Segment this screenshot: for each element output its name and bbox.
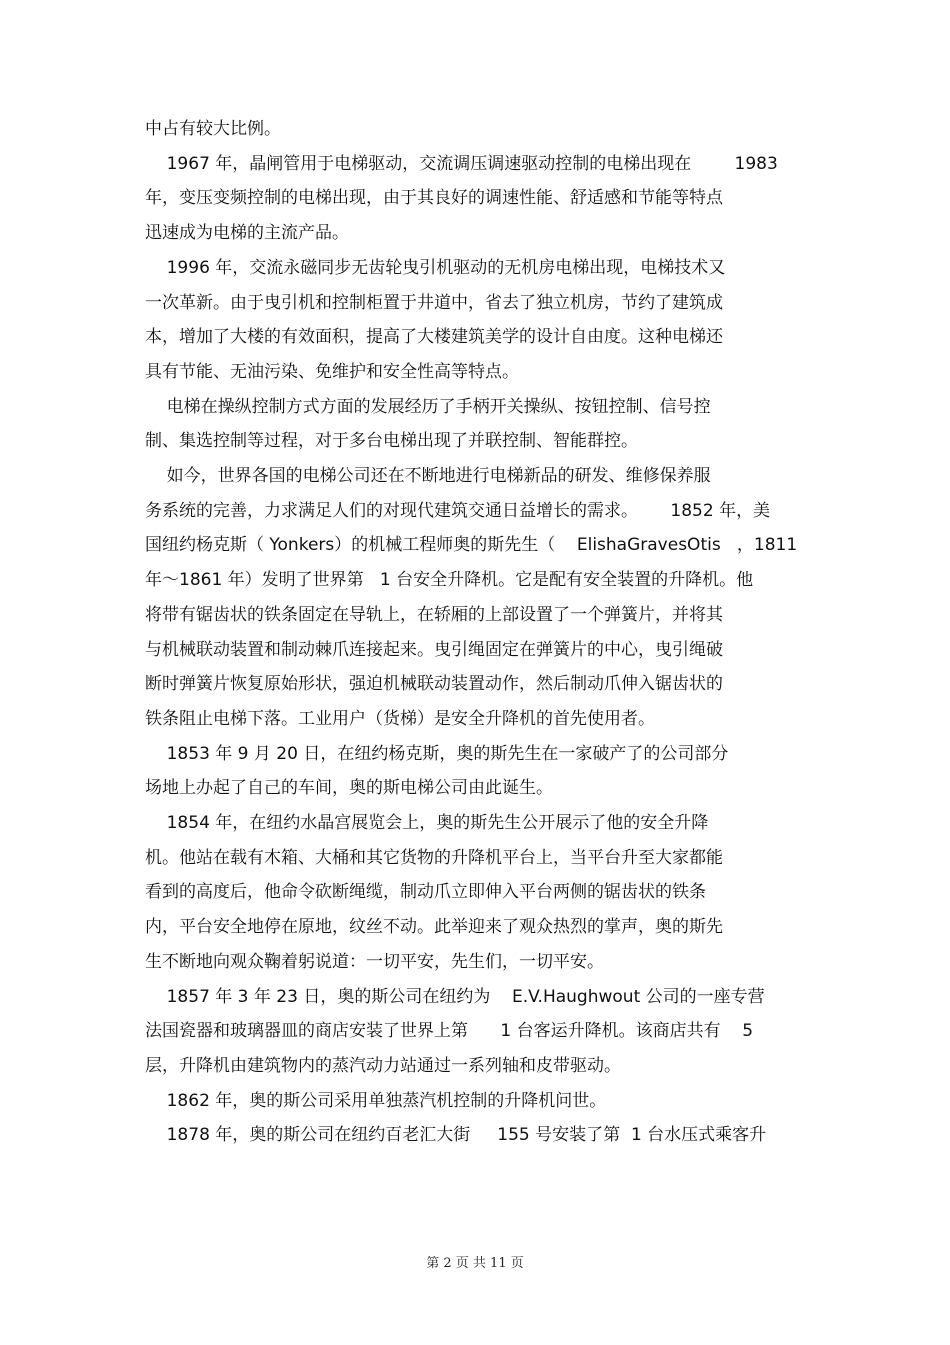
text-line: 法国瓷器和玻璃器皿的商店安装了世界上第 1 台客运升降机。该商店共有 5 [145, 1021, 754, 1041]
text-line: 具有节能、无油污染、免维护和安全性高等特点。 [145, 362, 519, 382]
text-line: 年，变压变频控制的电梯出现，由于其良好的调速性能、舒适感和节能等特点 [145, 188, 723, 208]
text-line: 国纽约杨克斯（ Yonkers）的机械工程师奥的斯先生（ ElishaGravesOtis ，1811 [145, 535, 798, 555]
text-line: 断时弹簧片恢复原始形状，强迫机械联动装置动作，然后制动爪伸入锯齿状的 [145, 674, 723, 694]
text-line: 1853 年 9 月 20 日，在纽约杨克斯，奥的斯先生在一家破产了的公司部分 [145, 744, 729, 764]
text-line: 看到的高度后，他命令砍断绳缆，制动爪立即伸入平台两侧的锯齿状的铁条 [145, 882, 706, 902]
text-line: 1967 年，晶闸管用于电梯驱动，交流调压调速驱动控制的电梯出现在 1983 [145, 154, 778, 174]
text-line: 层，升降机由建筑物内的蒸汽动力站通过一系列轴和皮带驱动。 [145, 1056, 621, 1076]
text-line: 务系统的完善，力求满足人们的对现代建筑交通日益增长的需求。 1852 年，美 [145, 501, 771, 521]
text-line: 1854 年，在纽约水晶宫展览会上，奥的斯先生公开展示了他的安全升降 [145, 813, 709, 833]
text-line: 与机械联动装置和制动棘爪连接起来。曳引绳固定在弹簧片的中心，曳引绳破 [145, 640, 723, 660]
text-line: 内，平台安全地停在原地，纹丝不动。此举迎来了观众热烈的掌声，奥的斯先 [145, 917, 723, 937]
text-line: 迅速成为电梯的主流产品。 [145, 223, 349, 243]
text-line: 中占有较大比例。 [145, 119, 281, 139]
text-line: 1862 年，奥的斯公司采用单独蒸汽机控制的升降机问世。 [145, 1091, 607, 1111]
text-line: 铁条阻止电梯下落。工业用户（货梯）是安全升降机的首先使用者。 [145, 709, 655, 729]
text-line: 1996 年，交流永磁同步无齿轮曳引机驱动的无机房电梯出现，电梯技术又 [145, 258, 726, 278]
text-line: 机。他站在载有木箱、大桶和其它货物的升降机平台上，当平台升至大家都能 [145, 848, 723, 868]
text-line: 1878 年，奥的斯公司在纽约百老汇大街 155 号安装了第 1 台水压式乘客升 [145, 1125, 767, 1145]
text-line: 生不断地向观众鞠着躬说道：一切平安，先生们，一切平安。 [145, 952, 604, 972]
text-line: 如今，世界各国的电梯公司还在不断地进行电梯新品的研发、维修保养服 [145, 466, 711, 486]
text-line: 场地上办起了自己的车间，奥的斯电梯公司由此诞生。 [145, 778, 553, 798]
text-line: 将带有锯齿状的铁条固定在导轨上，在轿厢的上部设置了一个弹簧片，并将其 [145, 605, 723, 625]
text-line: 一次革新。由于曳引机和控制柜置于井道中，省去了独立机房，节约了建筑成 [145, 293, 723, 313]
text-line: 制、集选控制等过程，对于多台电梯出现了并联控制、智能群控。 [145, 431, 638, 451]
text-line: 1857 年 3 年 23 日，奥的斯公司在纽约为 E.V.Haughwout 公司的一座专营 [145, 987, 765, 1007]
page-footer: 第 2 页 共 11 页 [426, 1256, 524, 1271]
text-line: 本，增加了大楼的有效面积，提高了大楼建筑美学的设计自由度。这种电梯还 [145, 327, 723, 347]
text-line: 年～1861 年）发明了世界第 1 台安全升降机。它是配有安全装置的升降机。他 [145, 570, 754, 590]
text-line: 电梯在操纵控制方式方面的发展经历了手柄开关操纵、按钮控制、信号控 [145, 397, 711, 417]
